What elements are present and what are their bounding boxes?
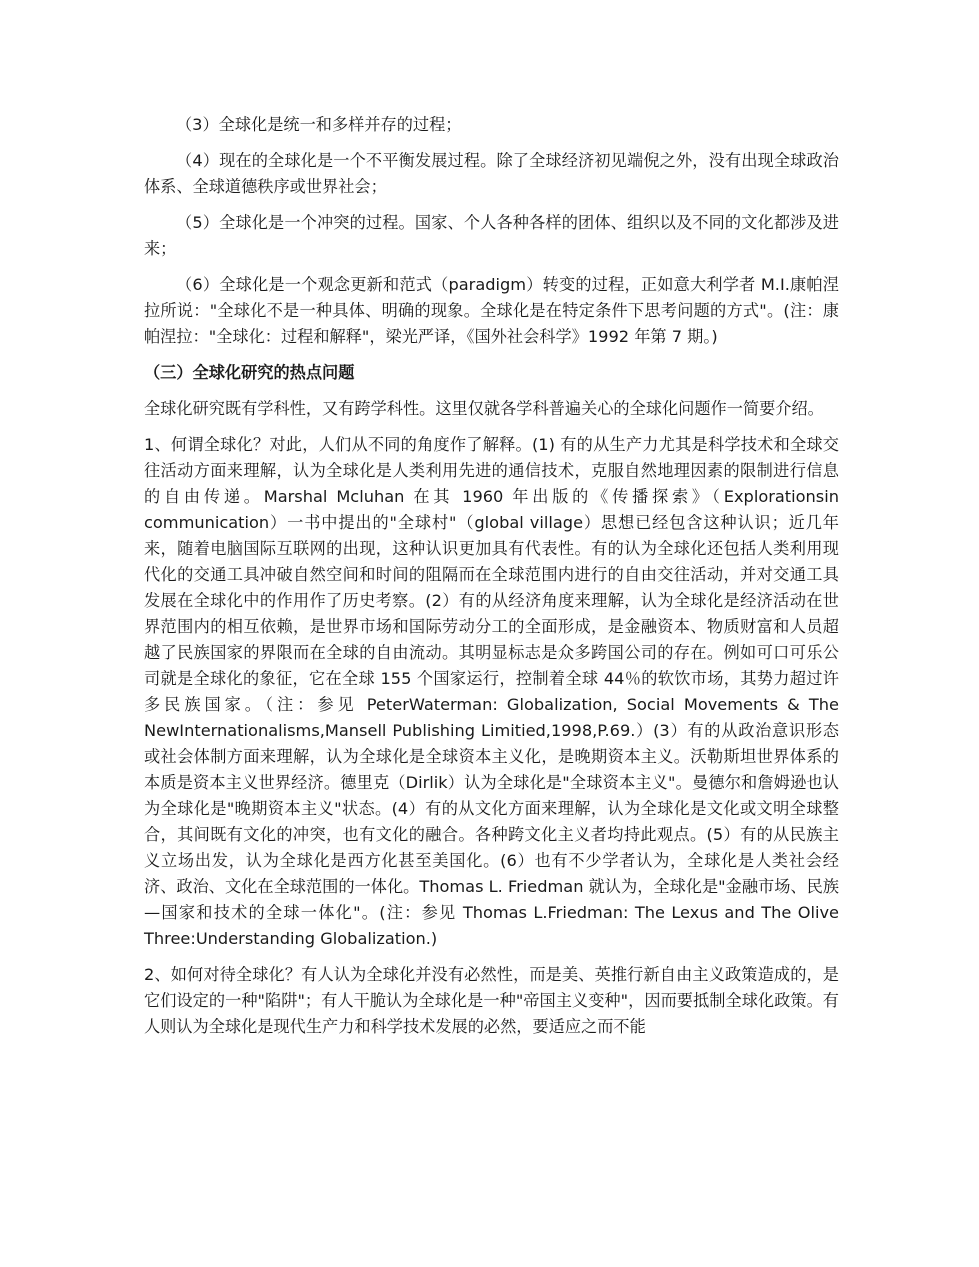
body-attitude-paragraph: 2、如何对待全球化？有人认为全球化并没有必然性，而是美、英推行新自由主义政策造成的，是它们设定的一种"陷阱"；有人干脆认为全球化是一种"帝国主义变种"，因而要抵制全球化政策。有人则认为全球化是现代生产力和科学技术发展的必然，要适应之而不能	[144, 965, 839, 1036]
paragraph-point-4: （4）现在的全球化是一个不平衡发展过程。除了全球经济初见端倪之外，没有出现全球政治体系、全球道德秩序或世界社会；	[144, 151, 839, 196]
document-content	[144, 112, 839, 1050]
section-heading: （三）全球化研究的热点问题	[144, 363, 355, 382]
body-intro-paragraph: 全球化研究既有学科性，又有跨学科性。这里仅就各学科普遍关心的全球化问题作一简要介绍。	[144, 399, 824, 418]
paragraph-point-5: （5）全球化是一个冲突的过程。国家、个人各种各样的团体、组织以及不同的文化都涉及进来；	[144, 213, 839, 258]
paragraph-point-3: （3）全球化是统一和多样并存的过程；	[176, 115, 462, 134]
body-definition-paragraph: 1、何谓全球化？对此，人们从不同的角度作了解释。(1) 有的从生产力尤其是科学技术和全球交往活动方面来理解，认为全球化是人类利用先进的通信技术，克服自然地理因素的限制进行信息的自由传递。Marshal Mcluhan 在其 1960 年出版的《传播探索》（Explorationsin communication）一书中提出的"全球村"（global village）思想已经包含这种认识；近几年来，随着电脑国际互联网的出现，这种认识更加具有代表性。有的认为全球化还包括人类利用现代化的交通工具冲破自然空间和时间的阻隔而在全球范围内进行的自由交往活动，并对交通工具发展在全球化中的作用作了历史考察。(2）有的从经济角度来理解，认为全球化是经济活动在世界范围内的相互依赖，是世界市场和国际劳动分工的全面形成，是金融资本、物质财富和人员超越了民族国家的界限而在全球的自由流动。其明显标志是众多跨国公司的存在。例如可口可乐公司就是全球化的象征，它在全球 155 个国家运行，控制着全球 44％的软饮市场，其势力超过许多民族国家。（注：参见 PeterWaterman: Globalization, Social Movements & The NewInternationalisms,Mansell Publishing Limitied,1998,P.69.）(3）有的从政治意识形态或社会体制方面来理解，认为全球化是全球资本主义化，是晚期资本主义。沃勒斯坦世界体系的本质是资本主义世界经济。德里克（Dirlik）认为全球化是"全球资本主义"。曼德尔和詹姆逊也认为全球化是"晚期资本主义"状态。(4）有的从文化方面来理解，认为全球化是文化或文明全球整合，其间既有文化的冲突，也有文化的融合。各种跨文化主义者均持此观点。(5）有的从民族主义立场出发，认为全球化是西方化甚至美国化。(6）也有不少学者认为，全球化是人类社会经济、政治、文化在全球范围的一体化。Thomas L. Friedman 就认为，全球化是"金融市场、民族—国家和技术的全球一体化"。(注：参见 Thomas L.Friedman: The Lexus and The Olive Three:Understanding Globalization.)	[144, 435, 839, 948]
paragraph-point-6: （6）全球化是一个观念更新和范式（paradigm）转变的过程，正如意大利学者 M.I.康帕涅拉所说："全球化不是一种具体、明确的现象。全球化是在特定条件下思考问题的方式"。(注：康帕涅拉："全球化：过程和解释"，梁光严译，《国外社会科学》1992 年第 7 期。)	[144, 275, 839, 346]
